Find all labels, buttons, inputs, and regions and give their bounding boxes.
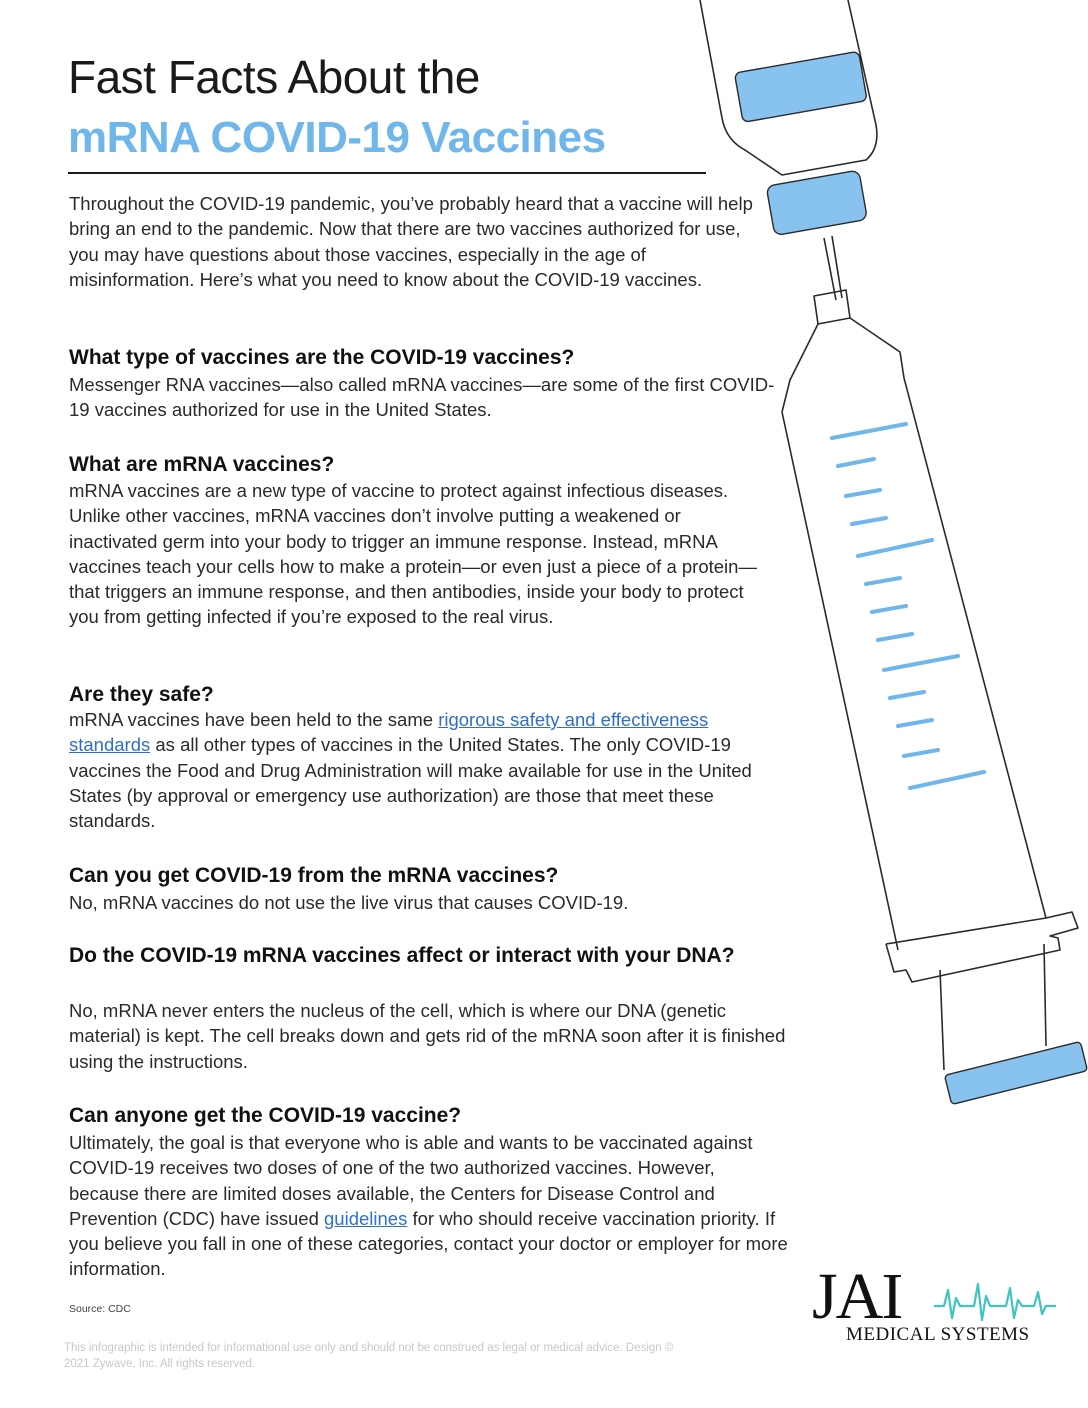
guidelines-link[interactable]: guidelines xyxy=(324,1207,408,1229)
section-heading-who-can-get: Can anyone get the COVID-19 vaccine? xyxy=(69,1104,462,1127)
measure-mark-8 xyxy=(878,634,912,640)
safety-text-before: mRNA vaccines have been held to the same xyxy=(69,709,439,730)
measure-mark-7 xyxy=(872,606,906,612)
measure-mark-13 xyxy=(910,772,984,788)
plunger-rod xyxy=(940,944,1046,1070)
logo-wordmark: JAI xyxy=(812,1260,902,1333)
measure-mark-4 xyxy=(852,518,886,524)
section-heading-what-are-mrna: What are mRNA vaccines? xyxy=(69,453,335,476)
needle xyxy=(824,236,842,300)
needle-hub xyxy=(814,290,850,324)
title-line-1: Fast Facts About the xyxy=(68,51,480,103)
vial-cap xyxy=(766,170,867,236)
finger-flange xyxy=(886,912,1078,982)
source-citation: Source: CDC xyxy=(69,1303,131,1315)
eligibility-text-before: Ultimately, the goal is that everyone who is able and wants to be vaccinated against COVID-19 receives two doses of one of the two authorized vaccines. However, because there are limited doses available, the Centers for Disease Control and Prevention (CDC) have issued xyxy=(69,1132,753,1229)
safety-standards-link[interactable]: rigorous safety and effectiveness standards xyxy=(69,709,709,756)
measure-mark-11 xyxy=(898,720,932,726)
measure-mark-5 xyxy=(858,540,932,556)
section-body-what-are-mrna: mRNA vaccines are a new type of vaccine to protect against infectious diseases. Unlike other vaccines, mRNA vaccines don’t involve putting a weakened or inactivated germ into your body to trigger an immune response. Instead, mRNA vaccines teach your cells how to make a protein—or even just a piece of a protein—that triggers an immune response, and then antibodies, inside your body to protect you from getting infected if you’re exposed to the real virus. xyxy=(69,480,757,628)
section-body-dna: No, mRNA never enters the nucleus of the cell, which is where our DNA (genetic material) is kept. The cell breaks down and gets rid of the mRNA soon after it is finished using the instructions. xyxy=(69,1000,786,1072)
plunger-end xyxy=(944,1042,1087,1105)
section-body-who-can-get xyxy=(69,1130,789,1282)
section-heading-safety: Are they safe? xyxy=(69,683,214,706)
section-heading-vaccine-type: What type of vaccines are the COVID-19 vaccines? xyxy=(69,346,575,369)
barrel-taper xyxy=(782,318,904,412)
safety-text-after: as all other types of vaccines in the United States. The only COVID-19 vaccines the Food and Drug Administration will make available for use in the United States (by approval or emergency use authorization) are those that meet these standards. xyxy=(69,734,752,832)
vial-label xyxy=(734,51,867,122)
jai-medical-systems-logo xyxy=(812,1262,1074,1348)
section-heading-get-covid: Can you get COVID-19 from the mRNA vaccines? xyxy=(69,864,559,887)
measure-mark-6 xyxy=(866,578,900,584)
section-body-vaccine-type: Messenger RNA vaccines—also called mRNA vaccines—are some of the first COVID-19 vaccines authorized for use in the United States. xyxy=(69,374,775,421)
measure-mark-12 xyxy=(904,750,938,756)
eligibility-text-after: for who should receive vaccination priority. If you believe you fall in one of these categories, contact your doctor or employer for more information. xyxy=(69,1207,788,1280)
logo-subtitle: MEDICAL SYSTEMS xyxy=(846,1324,1030,1345)
section-body-safety xyxy=(69,707,769,833)
measure-mark-2 xyxy=(838,459,874,466)
heartbeat-icon xyxy=(934,1276,1056,1324)
syringe-illustration xyxy=(690,0,1088,1110)
measure-mark-3 xyxy=(846,490,880,496)
measure-mark-1 xyxy=(832,424,906,438)
section-heading-dna: Do the COVID-19 mRNA vaccines affect or interact with your DNA? xyxy=(69,944,735,967)
intro-paragraph: Throughout the COVID-19 pandemic, you’ve probably heard that a vaccine will help bring an end to the pandemic. Now that there are two vaccines authorized for use, you may have questions about those vaccines, especially in the age of misinformation. Here’s what you need to know about the COVID-19 vaccines. xyxy=(69,193,753,290)
measure-mark-10 xyxy=(890,692,924,698)
disclaimer: This infographic is intended for informational use only and should not be construed as legal or medical advice. Design © 2021 Zywave, Inc. All rights reserved. xyxy=(64,1342,674,1370)
measure-mark-9 xyxy=(884,656,958,670)
title-line-2: mRNA COVID-19 Vaccines xyxy=(68,113,606,162)
section-body-get-covid: No, mRNA vaccines do not use the live virus that causes COVID-19. xyxy=(69,892,629,913)
title-divider xyxy=(68,172,706,174)
